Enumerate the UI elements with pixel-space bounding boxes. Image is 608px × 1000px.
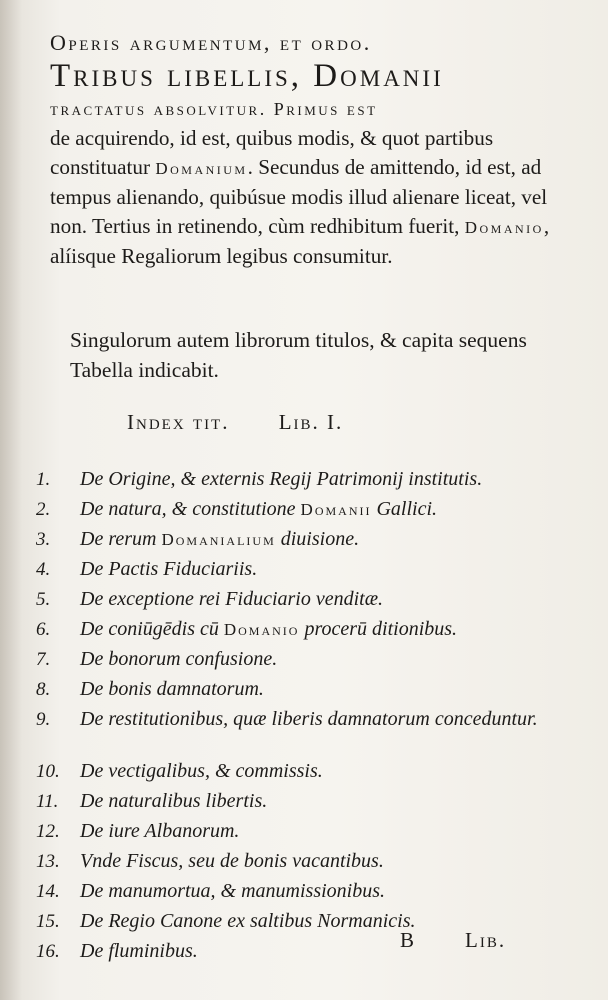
- entry-number: 3.: [36, 529, 51, 550]
- index-heading: [127, 410, 343, 435]
- preface-block: [50, 30, 575, 271]
- index-entry: [36, 617, 596, 647]
- index-entry: [36, 557, 596, 587]
- entry-number: 11.: [36, 791, 59, 812]
- entry-title-rest: procerū ditionibus.: [299, 618, 458, 640]
- entry-title-text: De coniūgēdis cū: [80, 618, 224, 640]
- entry-number: 6.: [36, 619, 51, 640]
- entry-number: 4.: [36, 559, 51, 580]
- entry-number: 1.: [36, 469, 51, 490]
- index-entry: [36, 527, 596, 557]
- entry-title-caps: Domanii: [300, 500, 372, 519]
- entry-title: [80, 467, 590, 491]
- entry-title-text: De rerum: [80, 528, 162, 550]
- entry-title-text: De natura, & constitutione: [80, 498, 301, 520]
- entry-number: 8.: [36, 679, 51, 700]
- entry-number: 15.: [36, 911, 60, 932]
- title-line: Tribus libellis, Domanii: [50, 58, 444, 94]
- entry-number: 12.: [36, 821, 60, 842]
- intro-domanium: Domanium: [155, 159, 248, 178]
- entry-number: 5.: [36, 589, 51, 610]
- entry-title-rest: Gallici.: [371, 498, 438, 520]
- index-entry: [36, 677, 596, 707]
- entry-number: 7.: [36, 649, 51, 670]
- entry-title-caps: Domanialium: [161, 530, 276, 549]
- intro-lead-caps: tractatus absolvitur. Primus est: [50, 99, 378, 119]
- entry-number: 16.: [36, 941, 60, 962]
- entry-title: [80, 647, 590, 671]
- entry-title-text: De bonis damnatorum.: [80, 678, 264, 700]
- entry-title: [80, 707, 590, 731]
- intro-part-3: , alíisque Regaliorum legibus consumitur.: [50, 214, 550, 268]
- index-label: Index tit.: [127, 410, 230, 434]
- entry-title-text: De exceptione rei Fiduciario venditæ.: [80, 588, 384, 610]
- entry-title-text: De Regio Canone ex saltibus Normanicis.: [80, 910, 416, 932]
- table-notice: Singulorum autem librorum titulos, & capita sequens Tabella indicabit.: [70, 328, 527, 382]
- entry-title: [80, 759, 590, 783]
- entry-title: [80, 557, 590, 581]
- entry-number: 9.: [36, 709, 51, 730]
- entry-title: [80, 939, 590, 963]
- index-entry: [36, 789, 596, 819]
- entry-title: [80, 497, 590, 522]
- signature-mark: B: [400, 928, 417, 952]
- entry-title-text: De bonorum confusione.: [80, 648, 278, 670]
- entry-title-text: De Origine, & externis Regij Patrimonij institutis.: [80, 468, 483, 490]
- entry-title-text: De restitutionibus, quæ liberis damnatorum conceduntur.: [80, 708, 538, 730]
- entry-number: 2.: [36, 499, 51, 520]
- entry-number: 10.: [36, 761, 60, 782]
- entry-title-text: De fluminibus.: [80, 940, 198, 962]
- entry-title-text: De Pactis Fiduciariis.: [80, 558, 258, 580]
- running-title: Operis argumentum, et ordo.: [50, 30, 372, 55]
- entry-title: [80, 849, 590, 873]
- entry-number: 14.: [36, 881, 60, 902]
- book-label: Lib. I.: [278, 410, 344, 434]
- entry-title-text: De manumortua, & manumissionibus.: [80, 880, 386, 902]
- index-entry: [36, 647, 596, 677]
- entry-title: [80, 617, 590, 642]
- entry-title: [80, 527, 590, 552]
- entry-title: [80, 819, 590, 843]
- index-entry: [36, 849, 596, 879]
- intro-part-2: . Secundus de amittendo, id est, ad tempus alienando, quibúsue modis illud alienare liceat, vel non. Tertius in retinendo, cùm redhibitum fuerit,: [50, 155, 548, 238]
- index-entry: [36, 497, 596, 527]
- index-entry: [36, 879, 596, 909]
- entry-title-text: De vectigalibus, & commissis.: [80, 760, 323, 782]
- index-entries: [36, 467, 596, 969]
- entry-title: [80, 587, 590, 611]
- intro-paragraph: [50, 94, 575, 271]
- index-entry: [36, 587, 596, 617]
- entry-title: [80, 879, 590, 903]
- entry-title-rest: diuisione.: [275, 528, 360, 550]
- entry-title-text: Vnde Fiscus, seu de bonis vacantibus.: [80, 850, 384, 872]
- entry-number: 13.: [36, 851, 60, 872]
- entry-title: [80, 909, 590, 933]
- entry-title-text: De naturalibus libertis.: [80, 790, 268, 812]
- index-entry: [36, 909, 596, 939]
- intro-part-1: de acquirendo, id est, quibus modis, & quot partibus constituatur: [50, 126, 494, 179]
- index-entry: [36, 939, 596, 969]
- entry-title: [80, 789, 590, 813]
- index-entry: [36, 759, 596, 789]
- gutter-shadow: [0, 0, 22, 1000]
- intro-domanio: Domanio: [464, 218, 544, 237]
- catchword: Lib.: [465, 928, 507, 952]
- index-entry: [36, 707, 596, 759]
- entry-title: [80, 677, 590, 701]
- index-entry: [36, 819, 596, 849]
- index-entry: [36, 467, 596, 497]
- entry-title-text: De iure Albanorum.: [80, 820, 240, 842]
- entry-title-caps: Domanio: [223, 620, 300, 639]
